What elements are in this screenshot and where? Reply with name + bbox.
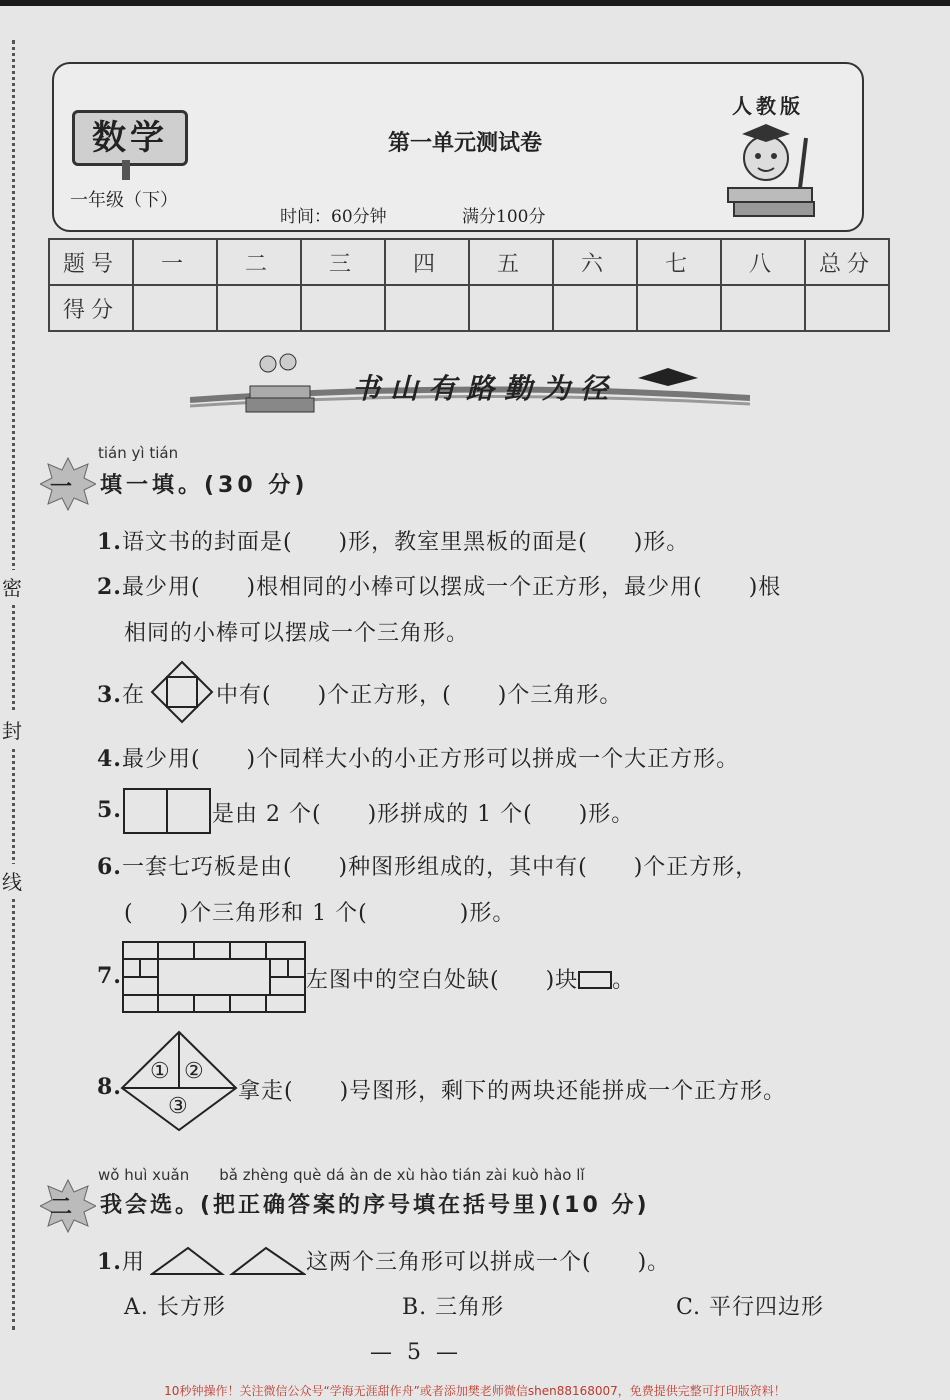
question-text: 一套七巧板是由( )种图形组成的，其中有( )个正方形， [121,855,759,880]
binding-line [12,40,17,1330]
figure-label-3: ③ [168,1094,188,1119]
question-1-8 [97,1074,122,1100]
score-col-label: 题号 [49,239,133,285]
brick-icon [578,971,612,989]
question-number: 5. [97,797,122,823]
score-col-total: 总分 [805,239,889,285]
question-number: 1. [97,529,122,555]
question-1-6 [97,850,758,881]
brick-wall-figure [122,941,306,1013]
edition-label: 人教版 [732,94,804,118]
question-text-pre: 在 [121,683,145,708]
score-value-row [49,285,889,331]
figure-label-1: ① [150,1059,170,1084]
score-header-row [49,239,889,285]
binding-char-mi: 密 [2,570,22,603]
question-text: 是由 2 个( )形拼成的 1 个( )形。 [212,802,635,827]
option-c: C. 平行四边形 [676,1295,825,1320]
section2-title: 我会选。(把正确答案的序号填在括号里)(10 分) [100,1193,650,1218]
score-col: 五 [469,239,553,285]
question-text: 最少用( )个同样大小的小正方形可以拼成一个大正方形。 [121,747,740,772]
option-a: A. 长方形 [124,1295,226,1320]
section1-title: 填一填。(30 分) [100,473,309,498]
score-cell[interactable] [469,285,553,331]
score-row-label: 得分 [49,285,133,331]
score-cell[interactable] [301,285,385,331]
question-number: 1. [97,1249,122,1275]
question-number: 3. [97,682,122,708]
section2-badge-number: 二 [50,1195,77,1220]
score-cell[interactable] [805,285,889,331]
score-col: 一 [133,239,217,285]
question-text-end: 。 [612,968,636,993]
page-number: — 5 — [370,1340,462,1365]
diamond-square-figure [150,660,214,724]
question-number: 2. [97,574,122,600]
binding-char-feng: 封 [2,713,22,746]
question-text-pre: 用 [121,1250,145,1275]
score-table [48,238,890,332]
question-text: 这两个三角形可以拼成一个( )。 [306,1250,671,1275]
score-col: 四 [385,239,469,285]
question-1-6-line2: ( )个三角形和 1 个( )形。 [124,901,516,926]
grade-label: 一年级（下） [70,190,178,211]
score-col: 三 [301,239,385,285]
question-number: 7. [97,963,122,989]
question-2-1 [97,1245,145,1276]
subject-sign: 数学 [72,110,188,166]
binding-char-xian: 线 [2,864,22,897]
full-score: 满分100分 [462,207,546,227]
question-text: 中有( )个正方形，( )个三角形。 [216,683,623,708]
score-col: 六 [553,239,637,285]
section1-badge-number: 一 [50,475,77,500]
question-text: 语文书的封面是( )形，教室里黑板的面是( )形。 [121,530,690,555]
score-col: 七 [637,239,721,285]
two-triangles-figure [150,1244,306,1276]
two-squares-figure [123,788,211,834]
question-1-2 [97,570,781,601]
score-cell[interactable] [721,285,805,331]
score-cell[interactable] [553,285,637,331]
footer-ad-text: 10秒钟操作！关注微信公众号“学海无涯甜作舟”或者添加樊老师微信shen88168007，免费提供完整可打印版资料！ [164,1384,786,1398]
top-border [0,0,950,6]
question-1-7 [97,963,122,989]
option-b: B. 三角形 [402,1295,505,1320]
time-limit: 时间：60分钟 [280,207,387,227]
question-number: 6. [97,854,122,880]
question-1-3 [97,678,145,709]
question-1-5 [97,797,122,823]
section2-pinyin: wǒ huì xuǎn bǎ zhèng què dá àn de xù hào tián zài kuò hào lǐ [98,1166,585,1184]
question-number: 4. [97,746,122,772]
score-col: 八 [721,239,805,285]
question-1-1 [97,525,689,556]
score-cell[interactable] [385,285,469,331]
question-number: 8. [97,1074,122,1100]
question-1-2-line2: 相同的小棒可以摆成一个三角形。 [124,621,470,646]
score-col: 二 [217,239,301,285]
page-title: 第一单元测试卷 [387,130,542,156]
student-mascot-icon [720,118,830,222]
banner-motto: 书山有路勤为径 [352,372,619,405]
score-cell[interactable] [217,285,301,331]
figure-label-2: ② [184,1059,204,1084]
section1-pinyin: tián yì tián [98,444,179,462]
score-cell[interactable] [133,285,217,331]
score-cell[interactable] [637,285,721,331]
question-text-body: 左图中的空白处缺( )块 [306,968,579,993]
sign-post [122,160,130,180]
question-text: 最少用( )根相同的小棒可以摆成一个正方形，最少用( )根 [121,575,782,600]
question-1-4 [97,742,739,773]
question-text: 拿走( )号图形，剩下的两块还能拼成一个正方形。 [238,1079,787,1104]
question-text [306,963,635,994]
